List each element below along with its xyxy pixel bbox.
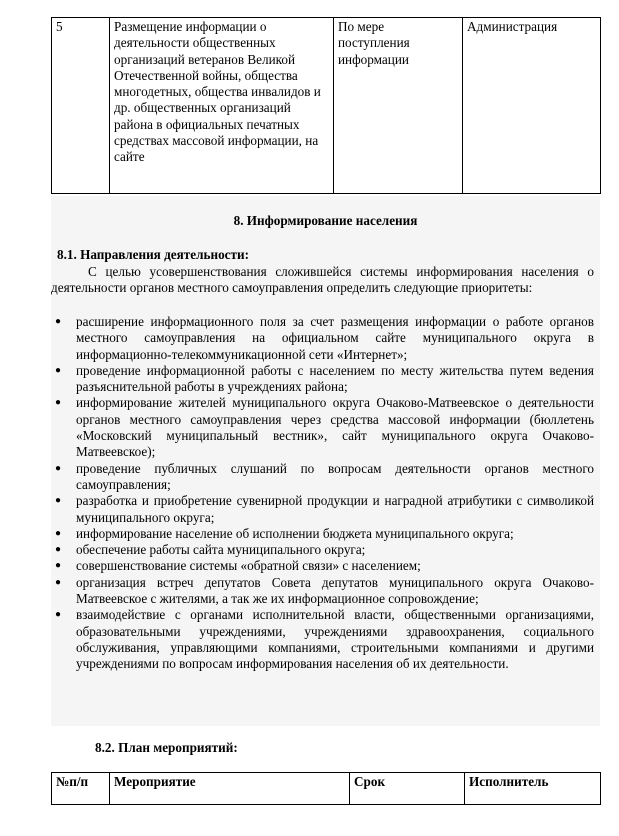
column-header-executor: Исполнитель: [465, 773, 601, 805]
bullet-icon: ●: [55, 576, 62, 588]
list-item: ● расширение информационного поля за счет размещения информации о работе органов местного самоуправления на официальном сайте муниципального округа в информационно-телекоммуникационной сети «Интернет»;: [55, 314, 594, 362]
column-header-number: №п/п: [52, 773, 110, 805]
bullet-icon: ●: [55, 397, 62, 409]
column-header-term: Срок: [350, 773, 465, 805]
list-item: ● взаимодействие с органами исполнительной власти, общественными организациями, образовательными учреждениями, учреждениями здравоохранения, социального обслуживания, управляющими компаниями, строительными компаниями и другими учреждениями по вопросам информирования населения об их деятельности.: [55, 607, 594, 672]
bullet-icon: ●: [55, 316, 62, 327]
bullet-icon: ●: [55, 527, 62, 539]
list-item: ● информирование население об исполнении бюджета муниципального округа;: [55, 525, 514, 541]
priorities-list: [51, 314, 594, 673]
subsection-title: 8.1. Направления деятельности:: [57, 247, 249, 262]
executor-cell: Администрация: [463, 18, 601, 194]
list-item: ● совершенствование системы «обратной связи» с населением;: [55, 558, 421, 574]
activity-cell: Размещение информации о деятельности общественных организаций ветеранов Великой Отечественной войны, общества многодетных, общества инвалидов и др. общественных организаций района в официальных печатных средствах массовой информации, на сайте: [110, 18, 334, 194]
bullet-icon: ●: [55, 462, 62, 474]
term-cell: По мере поступления информации: [334, 18, 463, 194]
activities-table-continuation: [51, 17, 601, 194]
list-item: ● разработка и приобретение сувенирной продукции и наградной атрибутики с символикой муниципального округа;: [55, 493, 594, 525]
column-header-activity: Мероприятие: [110, 773, 350, 805]
list-item: ● информирование жителей муниципального округа Очаково-Матвеевское о деятельности органов местного самоуправления через средства массовой информации (бюллетень «Московский муниципальный вестник», сайт муниципального округа Очаково-Матвеевское);: [55, 395, 594, 460]
intro-paragraph: С целью усовершенствования сложившейся системы информирования населения о деятельности органов местного самоуправления определить следующие приоритеты:: [51, 264, 594, 296]
list-item: ● организация встреч депутатов Совета депутатов муниципального округа Очаково-Матвеевское с жителями, а так же их информационное сопровождение;: [55, 574, 594, 607]
plan-table: [51, 772, 601, 805]
row-number-cell: 5: [52, 18, 110, 194]
section-title: 8. Информирование населения: [233, 213, 418, 228]
bullet-icon: ●: [55, 544, 62, 556]
bullet-icon: ●: [55, 609, 62, 621]
plan-title: 8.2. План мероприятий:: [95, 740, 238, 755]
table-header-row: [52, 773, 601, 805]
bullet-icon: ●: [55, 560, 62, 572]
bullet-icon: ●: [55, 495, 62, 507]
bullet-icon: ●: [55, 364, 62, 376]
list-item: ● обеспечение работы сайта муниципального округа;: [55, 542, 366, 558]
table-row: [52, 18, 601, 194]
list-item: ● проведение публичных слушаний по вопросам деятельности органов местного самоуправления;: [55, 460, 594, 492]
list-item: ● проведение информационной работы с населением по месту жительства путем ведения разъяснительной работы в учреждениях района;: [55, 362, 594, 395]
